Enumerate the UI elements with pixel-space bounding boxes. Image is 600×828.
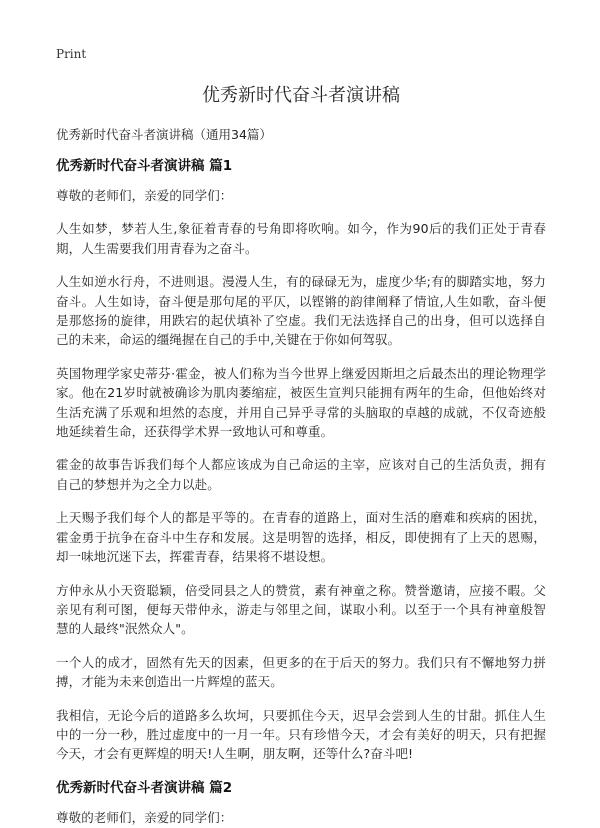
document-subtitle: 优秀新时代奋斗者演讲稿（通用34篇） (56, 127, 272, 142)
section-1 (56, 156, 546, 764)
print-link[interactable]: Print (56, 47, 87, 61)
paragraph: 人生如逆水行舟，不进则退。漫漫人生，有的碌碌无为，虚度少华;有的脚踏实地，努力奋斗。人生如诗，奋斗便是那句尾的平仄，以铿锵的韵律阐释了情谊,人生如歌，奋斗便是那悠扬的旋律，用跌宕的起伏填补了空虚。我们无法选择自己的出身，但可以选择自己的未来，命运的缰绳握在自己的手中,关键在于你如何驾驭。 (56, 274, 546, 348)
page-title: 优秀新时代奋斗者演讲稿 (202, 85, 400, 106)
section-2 (56, 778, 546, 827)
paragraph: 我相信，无论今后的道路多么坎坷，只要抓住今天，迟早会尝到人生的甘甜。抓住人生中的一分一秒，胜过虚度中的一月一年。只有珍惜今天，才会有美好的明天，只有把握今天，才会有更辉煌的明天!人生啊，朋友啊，还等什么?奋斗吧! (56, 707, 546, 762)
paragraph: 人生如梦，梦若人生,象征着青春的号角即将吹响。如今，作为90后的我们正处于青春期，人生需要我们用青春为之奋斗。 (56, 221, 546, 256)
section-heading: 优秀新时代奋斗者演讲稿 篇2 (56, 779, 233, 796)
paragraph: 尊敬的老师们，亲爱的同学们： (56, 188, 233, 203)
paragraph: 一个人的成才，固然有先天的因素，但更多的在于后天的努力。我们只有不懈地努力拼搏，才能为未来创造出一片辉煌的蓝天。 (56, 654, 546, 690)
paragraph: 霍金的故事告诉我们每个人都应该成为自己命运的主宰，应该对自己的生活负责，拥有自己的梦想并为之全力以赴。 (56, 457, 546, 492)
paragraph: 尊敬的老师们，亲爱的同学们： (56, 809, 233, 825)
paragraph: 上天赐予我们每个人的都是平等的。在青春的道路上，面对生活的磨难和疾病的困扰，霍金勇于抗争在奋斗中生存和发展。这是明智的选择，相反，即使拥有了上天的恩赐，却一味地沉迷下去，挥霍青春，结果将不堪设想。 (56, 510, 546, 565)
paragraph: 方仲永从小天资聪颖，倍受同县之人的赞赏，素有神童之称。赞誉邀请，应接不暇。父亲见有利可图，便每天带仲永，游走与邻里之间，谋取小利。以至于一个具有神童般智慧的人最终"泯然众人"。 (56, 582, 546, 637)
section-heading: 优秀新时代奋斗者演讲稿 篇1 (56, 158, 233, 174)
paragraph: 英国物理学家史蒂芬·霍金，被人们称为当今世界上继爱因斯坦之后最杰出的理论物理学家。他在21岁时就被确诊为肌肉萎缩症，被医生宣判只能拥有两年的生命，但他始终对生活充满了乐观和坦然的态度，并用自己异乎寻常的头脑取的卓越的成就，不仅奇迹般地延续着生命，还获得学术界一致地认可和尊重。 (56, 365, 546, 440)
